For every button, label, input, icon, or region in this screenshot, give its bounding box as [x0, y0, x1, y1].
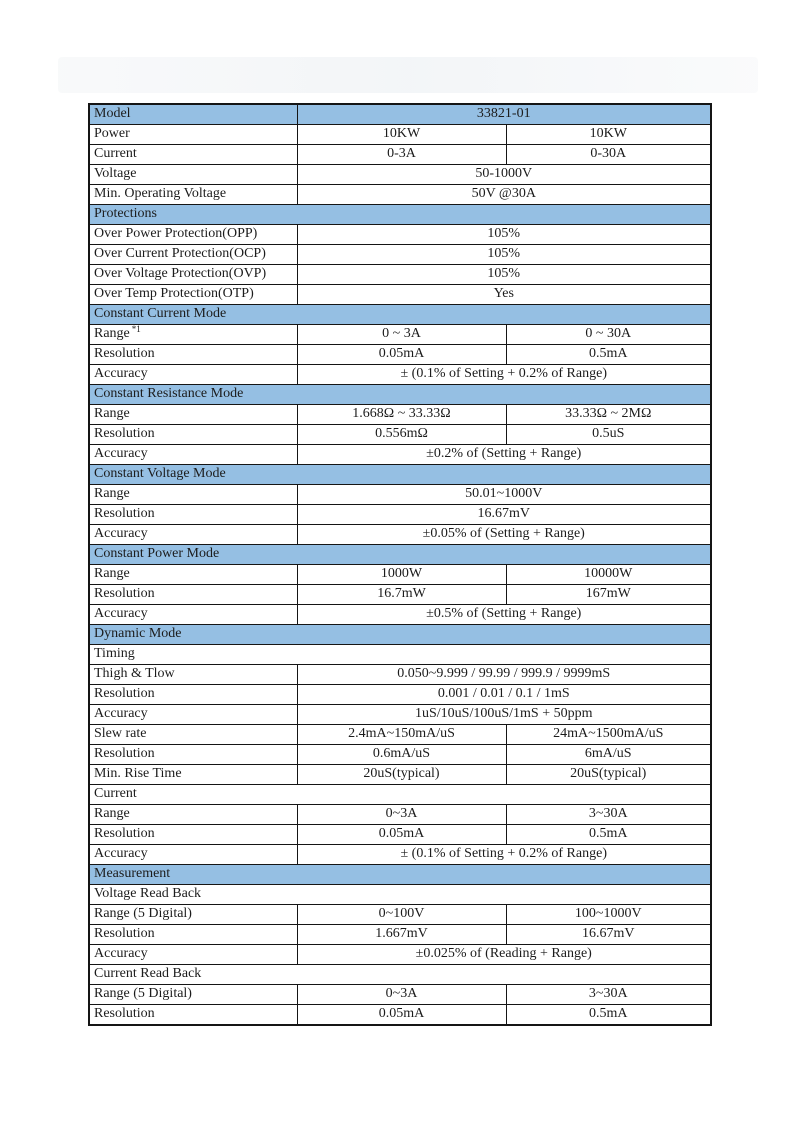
spec-label: Resolution — [94, 506, 155, 522]
table-row — [89, 545, 711, 565]
spec-label: Voltage — [94, 166, 137, 182]
spec-label: Over Voltage Protection(OVP) — [94, 266, 267, 282]
spec-value: 0~3A — [385, 986, 418, 1002]
subheader-title: Current — [94, 786, 137, 802]
spec-label: Over Current Protection(OCP) — [94, 246, 266, 262]
spec-value: 100~1000V — [574, 906, 642, 922]
spec-value: 1000W — [380, 566, 423, 582]
spec-label-cell — [89, 225, 297, 245]
table-row — [89, 365, 711, 385]
spec-value: 0~100V — [378, 906, 425, 922]
spec-value-cell — [506, 805, 711, 825]
section-title: Constant Resistance Mode — [94, 386, 244, 402]
spec-value: 0.05mA — [378, 346, 425, 362]
spec-value-cell — [506, 145, 711, 165]
spec-value: 24mA~1500mA/uS — [553, 726, 664, 742]
spec-label-cell — [89, 745, 297, 765]
spec-value-cell — [506, 405, 711, 425]
table-row — [89, 1005, 711, 1026]
spec-value: 0.5mA — [589, 1006, 628, 1022]
spec-value: 167mW — [585, 586, 631, 602]
spec-label-cell — [89, 345, 297, 365]
spec-label-cell — [89, 845, 297, 865]
spec-value: ±0.5% of (Setting + Range) — [426, 606, 582, 622]
spec-value-cell — [297, 485, 711, 505]
table-row — [89, 445, 711, 465]
spec-value-cell — [297, 905, 506, 925]
spec-value: 0.050~9.999 / 99.99 / 999.9 / 9999mS — [397, 666, 611, 682]
table-row — [89, 645, 711, 665]
spec-value-cell — [506, 725, 711, 745]
spec-value-cell — [506, 585, 711, 605]
spec-label: Range — [94, 326, 130, 342]
spec-value-cell — [506, 325, 711, 345]
spec-value-cell — [297, 685, 711, 705]
spec-value-cell — [297, 705, 711, 725]
spec-label: Range (5 Digital) — [94, 986, 192, 1002]
spec-value-cell — [297, 225, 711, 245]
spec-value-cell — [506, 565, 711, 585]
table-row — [89, 245, 711, 265]
spec-label-cell — [89, 245, 297, 265]
table-row — [89, 565, 711, 585]
spec-value-cell — [297, 805, 506, 825]
spec-value: 1.668Ω ~ 33.33Ω — [352, 406, 451, 422]
spec-label-cell — [89, 765, 297, 785]
table-row — [89, 745, 711, 765]
spec-value: 16.67mV — [582, 926, 635, 942]
spec-value: 50.01~1000V — [465, 486, 543, 502]
spec-label: Resolution — [94, 746, 155, 762]
spec-value: 105% — [487, 246, 521, 262]
spec-value: 2.4mA~150mA/uS — [348, 726, 455, 742]
subheader-title: Current Read Back — [94, 966, 202, 982]
spec-label-cell — [89, 925, 297, 945]
spec-value: ± (0.1% of Setting + 0.2% of Range) — [400, 846, 607, 862]
spec-value: ±0.025% of (Reading + Range) — [415, 946, 592, 962]
table-row — [89, 505, 711, 525]
spec-label: Range — [94, 486, 130, 502]
spec-value: 0.6mA/uS — [372, 746, 431, 762]
spec-value-cell — [506, 985, 711, 1005]
spec-label: Over Power Protection(OPP) — [94, 226, 258, 242]
spec-label-cell — [89, 265, 297, 285]
spec-label-cell — [89, 104, 297, 125]
table-row — [89, 785, 711, 805]
spec-label-cell — [89, 285, 297, 305]
spec-label-cell — [89, 145, 297, 165]
table-row — [89, 225, 711, 245]
spec-label-cell — [89, 185, 297, 205]
spec-label: Resolution — [94, 1006, 155, 1022]
spec-label: Resolution — [94, 586, 155, 602]
spec-label: Accuracy — [94, 946, 148, 962]
spec-label: Range — [94, 566, 130, 582]
spec-value-cell — [297, 945, 711, 965]
spec-label-cell — [89, 165, 297, 185]
spec-label-cell — [89, 805, 297, 825]
subheader-cell — [89, 785, 711, 805]
table-row — [89, 385, 711, 405]
table-row — [89, 165, 711, 185]
table-row — [89, 205, 711, 225]
table-row — [89, 585, 711, 605]
spec-value-cell — [297, 405, 506, 425]
section-header-cell — [89, 865, 711, 885]
spec-value: ±0.05% of (Setting + Range) — [422, 526, 585, 542]
spec-label: Resolution — [94, 826, 155, 842]
spec-value-cell — [297, 365, 711, 385]
spec-value-cell — [297, 1005, 506, 1026]
spec-value-cell — [506, 825, 711, 845]
table-row — [89, 705, 711, 725]
spec-value-cell — [297, 145, 506, 165]
spec-label-cell — [89, 685, 297, 705]
spec-value-cell — [506, 905, 711, 925]
spec-value: 0.001 / 0.01 / 0.1 / 1mS — [437, 686, 570, 702]
section-header-cell — [89, 625, 711, 645]
spec-label-cell — [89, 985, 297, 1005]
section-title: Protections — [94, 206, 157, 222]
spec-value-cell — [297, 445, 711, 465]
spec-value-cell — [506, 125, 711, 145]
spec-value: 105% — [487, 266, 521, 282]
table-row — [89, 725, 711, 745]
spec-value-cell — [297, 765, 506, 785]
table-row — [89, 345, 711, 365]
spec-label: Accuracy — [94, 446, 148, 462]
spec-label: Thigh & Tlow — [94, 666, 175, 682]
spec-label: Min. Rise Time — [94, 766, 182, 782]
spec-value: 10KW — [382, 126, 421, 142]
spec-value: 50V @30A — [471, 186, 536, 202]
subheader-cell — [89, 885, 711, 905]
spec-table-body — [89, 104, 711, 1025]
table-row — [89, 805, 711, 825]
spec-label: Power — [94, 126, 130, 142]
spec-value: 0 ~ 3A — [382, 326, 421, 342]
spec-value-cell — [297, 265, 711, 285]
spec-label: Model — [94, 106, 131, 122]
spec-value-cell — [506, 745, 711, 765]
spec-label-cell — [89, 1005, 297, 1026]
spec-label: Over Temp Protection(OTP) — [94, 286, 254, 302]
spec-label: Accuracy — [94, 526, 148, 542]
spec-value: 0 ~ 30A — [585, 326, 632, 342]
table-row — [89, 305, 711, 325]
spec-label: Accuracy — [94, 606, 148, 622]
spec-label-cell — [89, 605, 297, 625]
spec-value: 16.67mV — [477, 506, 530, 522]
spec-value: 33.33Ω ~ 2MΩ — [565, 406, 652, 422]
spec-value: 3~30A — [588, 806, 628, 822]
spec-label-cell — [89, 665, 297, 685]
spec-value: 50-1000V — [475, 166, 533, 182]
table-row — [89, 425, 711, 445]
section-header-cell — [89, 545, 711, 565]
spec-label-cell — [89, 945, 297, 965]
spec-value-cell — [506, 765, 711, 785]
spec-label-cell — [89, 485, 297, 505]
spec-value-cell — [506, 925, 711, 945]
spec-label: Min. Operating Voltage — [94, 186, 227, 202]
spec-value: ± (0.1% of Setting + 0.2% of Range) — [400, 366, 607, 382]
table-row — [89, 405, 711, 425]
table-row — [89, 685, 711, 705]
spec-value: 10KW — [589, 126, 627, 142]
section-header-cell — [89, 205, 711, 225]
table-row — [89, 965, 711, 985]
section-title: Measurement — [94, 866, 171, 882]
spec-value: 20uS(typical) — [570, 766, 647, 782]
subheader-cell — [89, 645, 711, 665]
spec-value: 33821-01 — [476, 106, 531, 122]
spec-label-cell — [89, 725, 297, 745]
subheader-title: Voltage Read Back — [94, 886, 202, 902]
table-row — [89, 485, 711, 505]
section-header-cell — [89, 305, 711, 325]
spec-label-cell — [89, 365, 297, 385]
spec-value: 20uS(typical) — [363, 766, 440, 782]
spec-value: 0-3A — [387, 146, 416, 162]
spec-value-cell — [297, 425, 506, 445]
spec-value-cell — [506, 1005, 711, 1026]
spec-value-cell — [297, 565, 506, 585]
spec-label: Range (5 Digital) — [94, 906, 192, 922]
spec-label-cell — [89, 705, 297, 725]
table-row — [89, 125, 711, 145]
spec-value-cell — [297, 745, 506, 765]
footnote-marker-icon: *1 — [131, 324, 141, 334]
table-row — [89, 925, 711, 945]
table-row — [89, 265, 711, 285]
spec-label-cell — [89, 505, 297, 525]
spec-value-cell — [297, 185, 711, 205]
spec-label-cell — [89, 565, 297, 585]
spec-value-cell — [297, 285, 711, 305]
table-row — [89, 765, 711, 785]
spec-label-cell — [89, 525, 297, 545]
spec-value-cell — [297, 845, 711, 865]
spec-value: 0.5mA — [589, 826, 628, 842]
section-title: Constant Power Mode — [94, 546, 220, 562]
table-row — [89, 104, 711, 125]
spec-value: 0.05mA — [378, 1006, 425, 1022]
table-row — [89, 905, 711, 925]
spec-label: Accuracy — [94, 706, 148, 722]
spec-label: Accuracy — [94, 846, 148, 862]
spec-label: Resolution — [94, 926, 155, 942]
spec-value: 1.667mV — [375, 926, 428, 942]
spec-value-cell — [297, 605, 711, 625]
spec-value: 105% — [487, 226, 521, 242]
section-title: Constant Current Mode — [94, 306, 227, 322]
spec-label: Resolution — [94, 346, 155, 362]
spec-value-cell — [297, 585, 506, 605]
spec-label: Resolution — [94, 426, 155, 442]
spec-value-cell — [297, 925, 506, 945]
spec-value-cell — [297, 165, 711, 185]
spec-value: 3~30A — [588, 986, 628, 1002]
spec-value-cell — [297, 125, 506, 145]
spec-value: 16.7mW — [377, 586, 426, 602]
spec-value: 1uS/10uS/100uS/1mS + 50ppm — [415, 706, 593, 722]
spec-label: Range — [94, 406, 130, 422]
spec-label: Slew rate — [94, 726, 147, 742]
table-row — [89, 665, 711, 685]
spec-value: Yes — [493, 286, 514, 302]
table-row — [89, 465, 711, 485]
spec-value-cell — [506, 345, 711, 365]
spec-label-cell — [89, 325, 297, 345]
spec-value-cell — [506, 425, 711, 445]
table-row — [89, 885, 711, 905]
spec-label-cell — [89, 125, 297, 145]
spec-value-cell — [297, 725, 506, 745]
table-row — [89, 985, 711, 1005]
spec-label-cell — [89, 425, 297, 445]
table-row — [89, 605, 711, 625]
spec-label-cell — [89, 405, 297, 425]
spec-value-cell — [297, 525, 711, 545]
spec-value: 0-30A — [590, 146, 627, 162]
section-title: Dynamic Mode — [94, 626, 182, 642]
spec-value: 0.05mA — [378, 826, 425, 842]
spec-value: 0.5uS — [592, 426, 625, 442]
spec-label: Accuracy — [94, 366, 148, 382]
spec-value: 6mA/uS — [584, 746, 632, 762]
spec-label: Resolution — [94, 686, 155, 702]
spec-label: Range — [94, 806, 130, 822]
spec-value: 10000W — [584, 566, 633, 582]
table-row — [89, 825, 711, 845]
table-row — [89, 285, 711, 305]
spec-value-cell — [297, 825, 506, 845]
section-title: Constant Voltage Mode — [94, 466, 226, 482]
spec-value: 0.556mΩ — [375, 426, 428, 442]
spec-table — [88, 103, 712, 1026]
spec-value-cell — [297, 345, 506, 365]
spec-label-cell — [89, 445, 297, 465]
spec-value: ±0.2% of (Setting + Range) — [426, 446, 582, 462]
spec-value: 0.5mA — [589, 346, 628, 362]
table-row — [89, 625, 711, 645]
table-row — [89, 525, 711, 545]
spec-label: Current — [94, 146, 137, 162]
table-row — [89, 865, 711, 885]
table-row — [89, 325, 711, 345]
spec-label-cell — [89, 585, 297, 605]
spec-value-cell — [297, 325, 506, 345]
spec-value-cell — [297, 505, 711, 525]
subheader-title: Timing — [94, 646, 135, 662]
section-header-cell — [89, 385, 711, 405]
model-value-cell — [297, 104, 711, 125]
spec-value: 0~3A — [385, 806, 418, 822]
spec-value-cell — [297, 665, 711, 685]
spec-label-cell — [89, 825, 297, 845]
scan-smudge-artifact — [58, 57, 758, 93]
table-row — [89, 945, 711, 965]
table-row — [89, 145, 711, 165]
table-row — [89, 185, 711, 205]
spec-value-cell — [297, 985, 506, 1005]
section-header-cell — [89, 465, 711, 485]
table-row — [89, 845, 711, 865]
spec-value-cell — [297, 245, 711, 265]
spec-label-cell — [89, 905, 297, 925]
subheader-cell — [89, 965, 711, 985]
